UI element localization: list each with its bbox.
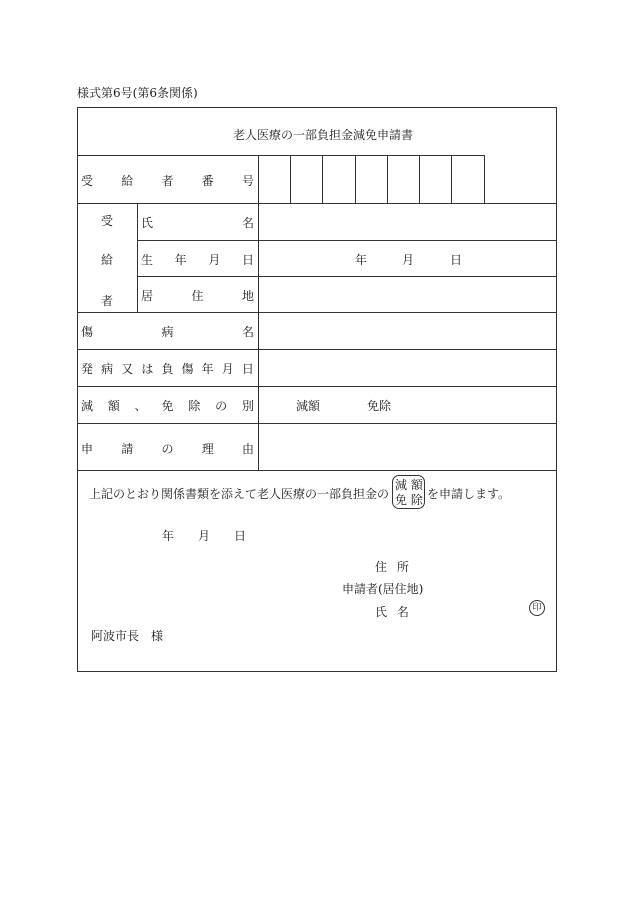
recipient-group-label-3: 者: [101, 294, 114, 308]
recipient-number-digit-5[interactable]: [388, 156, 419, 203]
recipient-number-digit-6[interactable]: [420, 156, 451, 203]
address-field[interactable]: [259, 277, 556, 312]
addressee: 阿波市長 様: [91, 629, 164, 643]
seal-mark: 印: [529, 600, 545, 616]
recipient-group-label-2: 給: [101, 253, 114, 267]
applicant-name-label: 氏 名: [375, 605, 409, 619]
reduction-type-label: 減 額 、 免 除 の 別: [81, 399, 254, 413]
disease-label: 傷 病 名: [81, 325, 254, 339]
applicant-address-label: 住 所: [375, 560, 409, 574]
address-label: 居 住 地: [141, 289, 254, 303]
birth-year-unit: 年: [355, 253, 368, 267]
applicant-label: 申請者(居住地): [342, 582, 424, 596]
reason-label: 申 請 の 理 由: [81, 442, 254, 456]
form-number: 様式第6号(第6条関係): [77, 86, 198, 100]
declaration-reduce[interactable]: 減 額: [395, 478, 423, 492]
recipient-number-digit-3[interactable]: [323, 156, 355, 203]
reason-field[interactable]: [259, 424, 556, 470]
reduction-option[interactable]: 減額: [296, 399, 321, 413]
birth-date-label: 生 年 月 日: [141, 253, 254, 267]
form-title: 老人医療の一部負担金減免申請書: [232, 128, 413, 142]
recipient-number-digit-2[interactable]: [291, 156, 322, 203]
date-year-unit: 年: [162, 529, 175, 543]
name-label: 氏 名: [141, 216, 254, 230]
date-day-unit: 日: [234, 529, 247, 543]
name-field[interactable]: [259, 204, 556, 240]
recipient-number-digit-7[interactable]: [452, 156, 484, 203]
birth-day-unit: 日: [450, 253, 463, 267]
declaration-suffix: を申請します。: [427, 487, 511, 501]
declaration-exempt[interactable]: 免 除: [395, 493, 423, 507]
recipient-number-digit-1[interactable]: [259, 156, 290, 203]
recipient-number-digit-4[interactable]: [356, 156, 387, 203]
onset-date-label: 発 病 又 は 負 傷 年 月 日: [81, 362, 254, 376]
exemption-option[interactable]: 免除: [367, 399, 392, 413]
onset-date-field[interactable]: [259, 350, 556, 386]
birth-month-unit: 月: [402, 253, 415, 267]
declaration-text: 上記のとおり関係書類を添えて老人医療の一部負担金の: [89, 487, 390, 501]
date-month-unit: 月: [198, 529, 211, 543]
recipient-group-label-1: 受: [101, 214, 114, 228]
disease-field[interactable]: [259, 313, 556, 349]
recipient-number-label: 受 給 者 番 号: [81, 174, 254, 188]
